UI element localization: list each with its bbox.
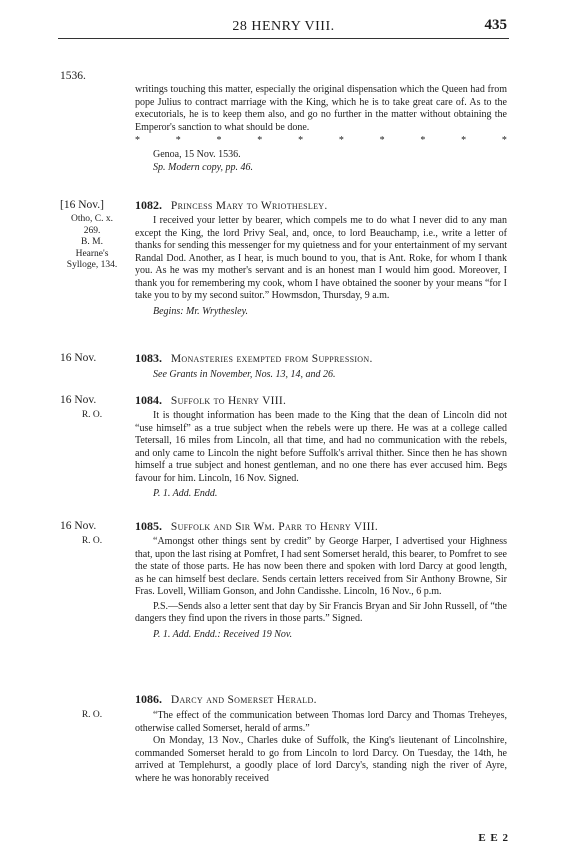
place-date: Genoa, 15 Nov. 1536. [153, 149, 241, 160]
margin-ref: Hearne's [75, 248, 109, 259]
entry-heading [135, 351, 373, 366]
entry-heading [135, 393, 286, 408]
star: * [216, 135, 222, 146]
entry-heading [135, 198, 328, 213]
header-rule [58, 38, 509, 39]
entry-date: 16 Nov. [60, 520, 97, 532]
ellipsis-stars [135, 136, 507, 146]
star: * [257, 135, 263, 146]
entry-body [135, 215, 507, 318]
margin-ref: R. O. [81, 710, 103, 720]
entry-date: 16 Nov. [60, 352, 97, 364]
entry-paragraph: “The effect of the communication between Thomas lord Darcy and Thomas Treheyes, otherwise called Somerset, herald of arms.” [135, 710, 507, 734]
entry-paragraph: I received your letter by bearer, which compels me to do what I never did to any man except the King, the lord Privy Seal, and, once, to lord Beauchamp, i.e., write a letter of thanks for sending this messenger for my quietness and for your entertainment of my servant Randal Dod. Another, as I hear, is much bound to you, that is Ant. Roke, for whom I thank you. As he was my mother's servant and is an honest man I would him good. Moreover, I thank you for remembering my cook, whom I have obtained the sooner by your means “for I take you to by my second suitor.” Howmsdon, Thursday, 9 a.m. [135, 215, 507, 301]
cross-reference: See Grants in November, Nos. 13, 14, and 26. [153, 369, 336, 380]
star: * [135, 135, 140, 146]
star: * [298, 135, 304, 146]
entry-body [135, 710, 507, 785]
margin-references [60, 536, 124, 548]
entry-body [135, 536, 507, 641]
star: * [461, 135, 467, 146]
source-note: Sp. Modern copy, pp. 46. [153, 161, 253, 173]
star: * [175, 135, 181, 146]
entry-body [135, 369, 507, 382]
margin-references [60, 710, 124, 722]
margin-references [60, 214, 124, 272]
entry-title: Suffolk and Sir Wm. Parr to Henry VIII. [170, 521, 379, 533]
entry-title: Princess Mary to Wriothesley. [170, 200, 328, 212]
margin-ref: R. O. [81, 410, 103, 420]
entry-number: 1083. [135, 351, 162, 365]
entry-number: 1085. [135, 519, 162, 533]
margin-ref: B. M. [81, 237, 103, 247]
entry-title: Suffolk to Henry VIII. [170, 395, 287, 407]
entry-endnote: P. 1. Add. Endd. [153, 488, 218, 499]
margin-references [60, 410, 124, 422]
entry-heading [135, 519, 378, 534]
running-head [0, 17, 567, 37]
year-marker: 1536. [60, 70, 86, 82]
margin-ref: R. O. [81, 536, 103, 546]
entry-body [135, 410, 507, 501]
signature-mark: E E 2 [478, 832, 509, 844]
entry-endnote: Begins: Mr. Wrythesley. [153, 305, 248, 317]
continuation-text [135, 84, 507, 134]
entry-title: Darcy and Somerset Herald. [170, 694, 317, 706]
margin-ref: Otho, C. x. [71, 214, 113, 224]
entry-paragraph: “Amongst other things sent by credit” by George Harper, I advertised your Highness that, upon the last rising at Pomfret, I had sent Somerset herald, this bearer, to Pomfret to see the state of those parts. He has now been there and spoken with lord Darcy at good length, as he can himself best declare. Sends certain letters received from Sir Anthony Browne, Sir Fras. Lovell, William Gonson, and John Candisshe. Lincoln, 16 Nov., 6 p.m. [135, 536, 507, 597]
entry-number: 1084. [135, 393, 162, 407]
star: * [338, 135, 344, 146]
entry-heading [135, 692, 317, 707]
margin-ref: Sylloge, 134. [66, 260, 118, 270]
star: * [501, 135, 507, 146]
entry-number: 1082. [135, 198, 162, 212]
continuation-footer [135, 149, 507, 174]
star: * [379, 135, 385, 146]
entry-number: 1086. [135, 692, 162, 706]
entry-date: 16 Nov. [60, 394, 97, 406]
entry-date: [16 Nov.] [60, 199, 104, 211]
entry-paragraph: On Monday, 13 Nov., Charles duke of Suffolk, the King's lieutenant of Lincolnshire, commanded Somerset herald to go from Lincoln to lord Darcy. On Tuesday, the 14th, he arrived at Templehurst, a goodly place of lord Darcy's, standing nigh the river of Ayre, where he was honorably received [135, 735, 507, 784]
margin-ref: 269. [83, 225, 101, 236]
page-number: 435 [484, 17, 507, 33]
continuation-paragraph: writings touching this matter, especially the original dispensation which the Queen had from pope Julius to contract marriage with the King, which he is to take great care of. As to the executorials, he is to keep them also, and go no further in the matter without obtaining the Emperor's sanction to what should be done. [135, 84, 507, 133]
entry-paragraph: It is thought information has been made to the King that the dean of Lincoln did not “use himself” as a true subject when the rebels were up there. He was at a college called Tetersall, 16 miles from Lincoln, all that time, and had no communication with the rebels, and only came to Lincoln the night before Suffolk's arrival thither. Since then he has shown himself a true subject and honest gentleman, and no one there has ever accused him. Begs favour for him. Lincoln, 16 Nov. Signed. [135, 410, 507, 484]
entry-postscript: P.S.—Sends also a letter sent that day by Sir Francis Bryan and Sir John Russell, of “the dangers they find upon the rivers in those parts.” Signed. [135, 600, 507, 624]
star: * [420, 135, 426, 146]
entry-title: Monasteries exempted from Suppression. [170, 353, 373, 365]
running-head-title: 28 HENRY VIII. [232, 19, 335, 34]
entry-endnote: P. 1. Add. Endd.: Received 19 Nov. [153, 628, 293, 640]
